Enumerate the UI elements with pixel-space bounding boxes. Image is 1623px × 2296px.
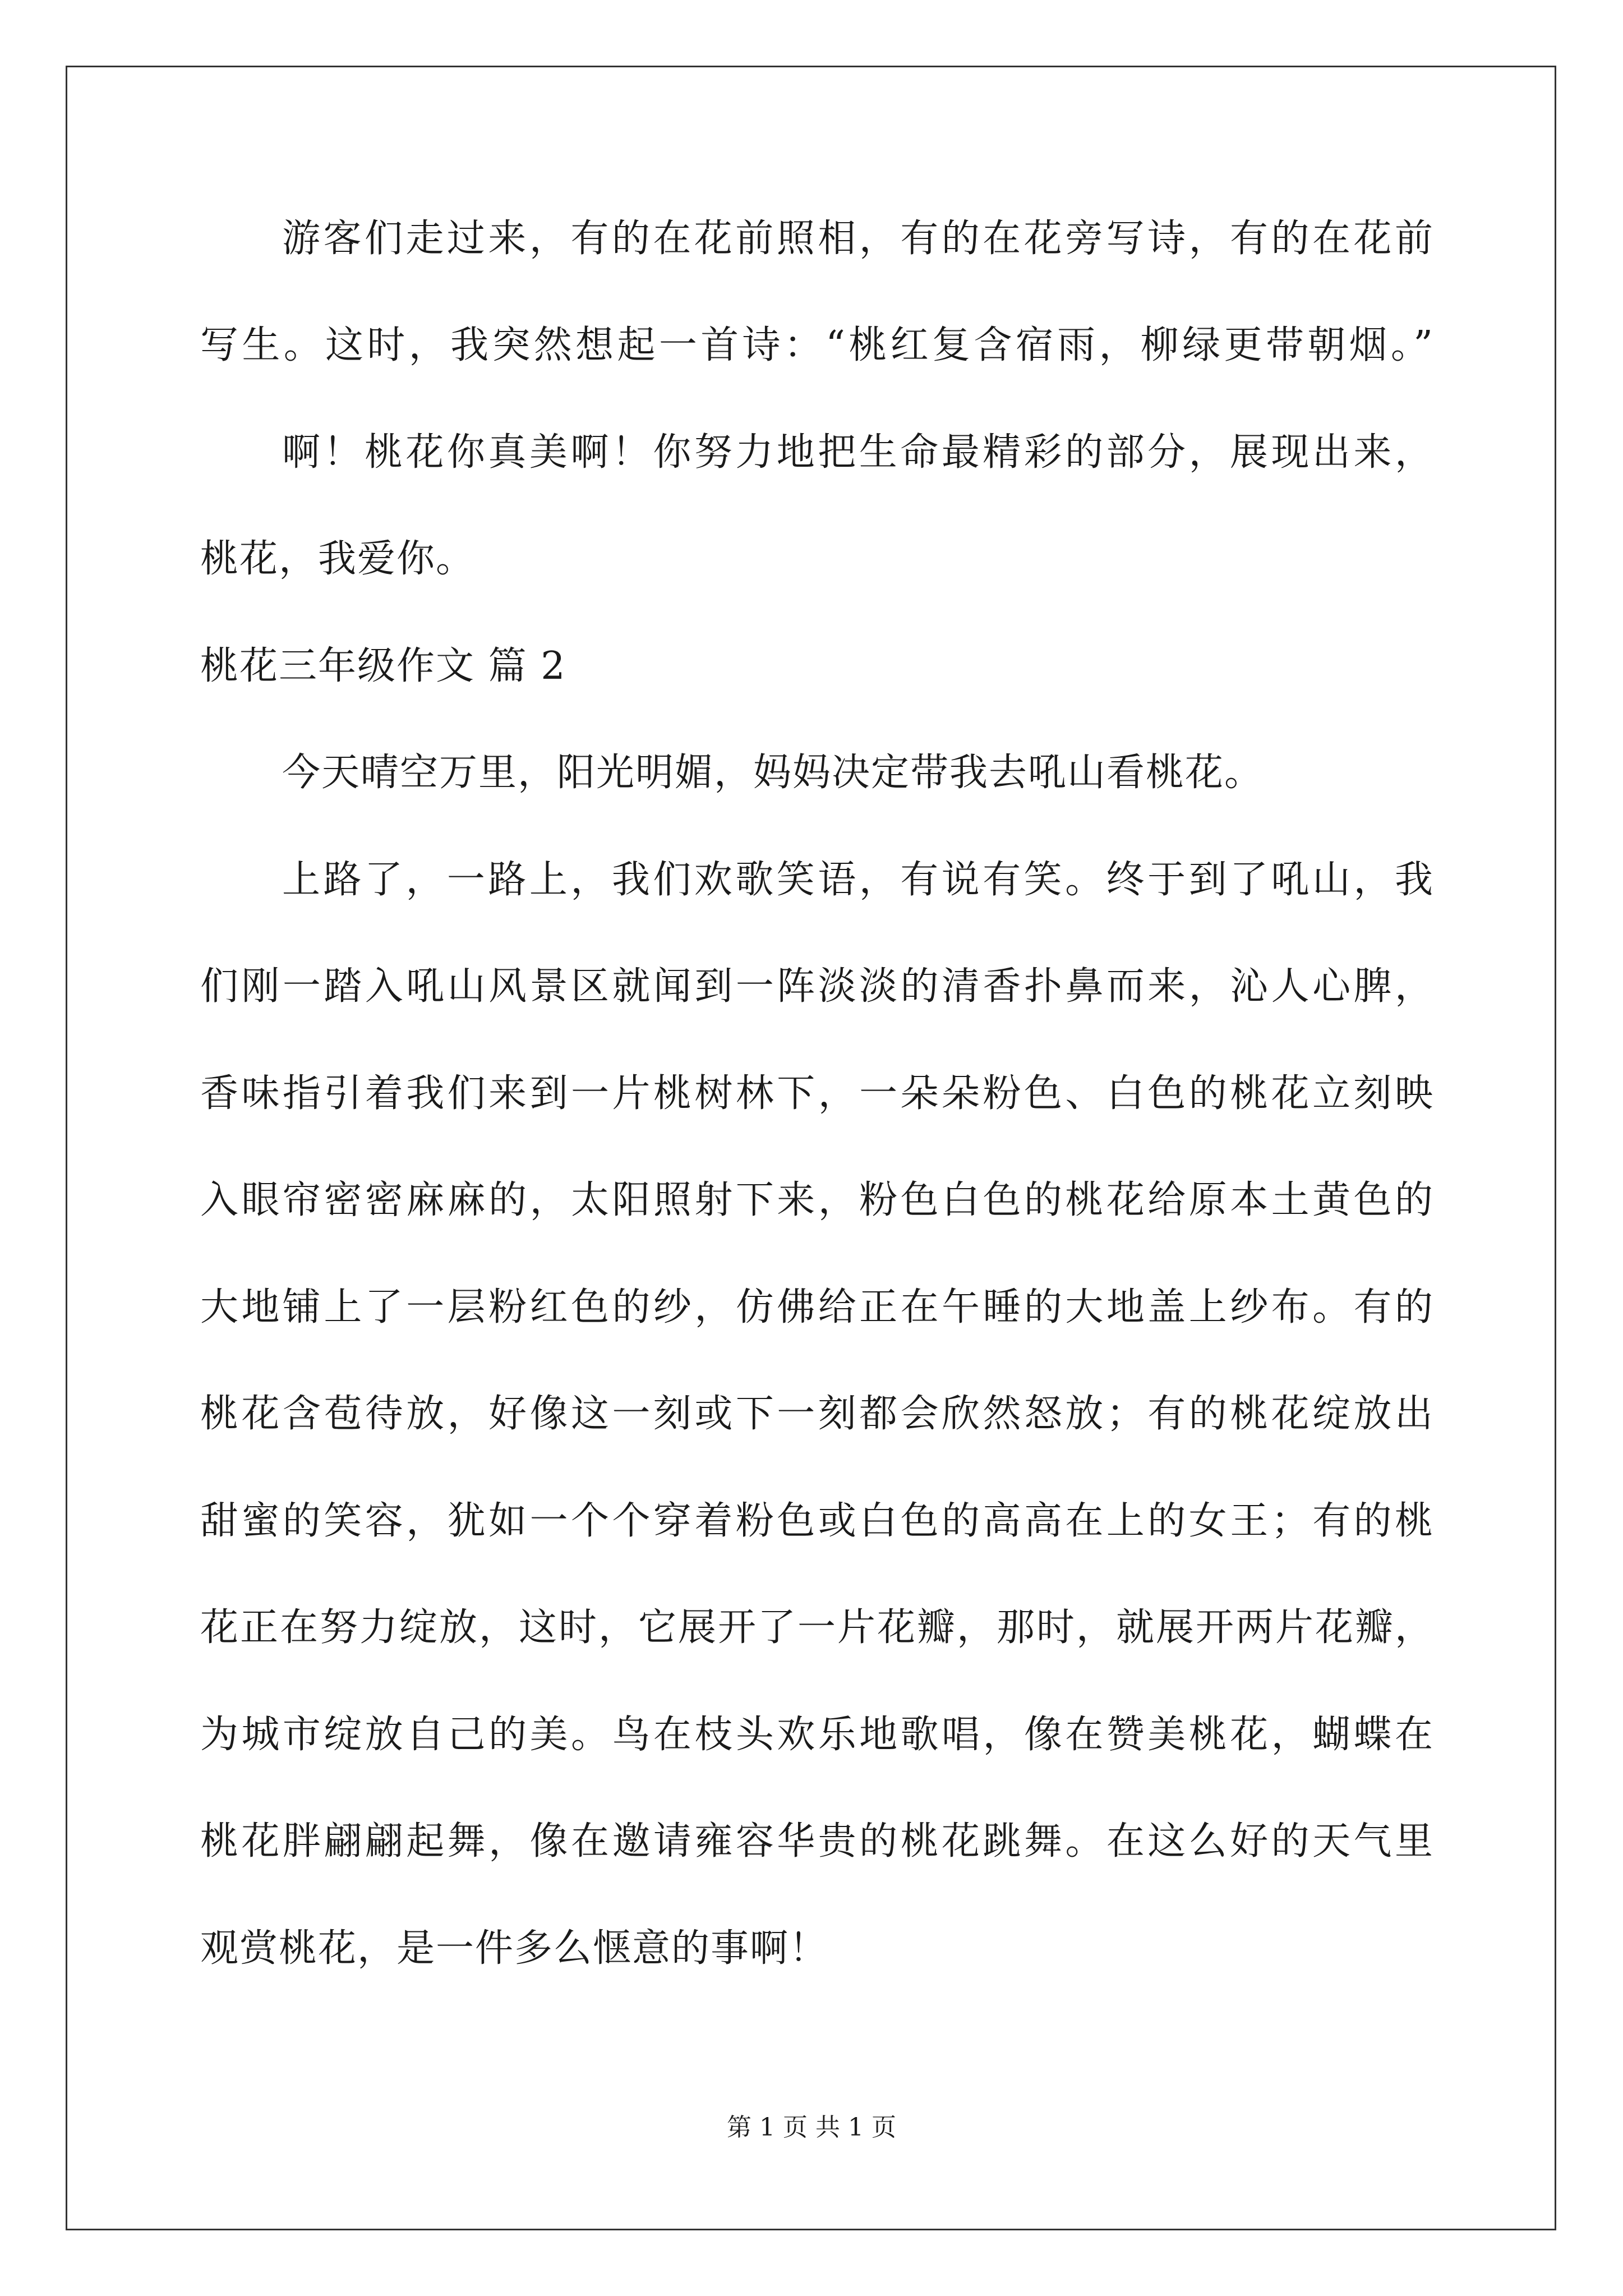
page-footer: 第 1 页 共 1 页	[727, 2113, 896, 2142]
paragraph-line: 花正在努力绽放，这时，它展开了一片花瓣，那时，就展开两片花瓣，	[200, 1605, 1434, 1650]
paragraph-line: 桃花胖翩翩起舞，像在邀请雍容华贵的桃花跳舞。在这么好的天气里	[200, 1819, 1434, 1864]
paragraph-line: 啊！桃花你真美啊！你努力地把生命最精彩的部分，展现出来，	[282, 430, 1434, 475]
paragraph-line: 甜蜜的笑容，犹如一个个穿着粉色或白色的高高在上的女王；有的桃	[200, 1499, 1434, 1543]
paragraph-line: 今天晴空万里，阳光明媚，妈妈决定带我去吼山看桃花。	[282, 751, 1264, 795]
paragraph-line: 桃花含苞待放，好像这一刻或下一刻都会欣然怒放；有的桃花绽放出	[200, 1392, 1434, 1436]
paragraph-line: 香味指引着我们来到一片桃树林下，一朵朵粉色、白色的桃花立刻映	[200, 1071, 1434, 1116]
page-border	[66, 66, 1556, 2230]
paragraph-line: 观赏桃花，是一件多么惬意的事啊！	[200, 1926, 829, 1971]
paragraph-line: 桃花，我爱你。	[200, 537, 476, 581]
section-heading: 桃花三年级作文 篇 2	[200, 644, 566, 688]
paragraph-line: 游客们走过来，有的在花前照相，有的在花旁写诗，有的在花前	[282, 217, 1434, 261]
paragraph-line: 大地铺上了一层粉红色的纱，仿佛给正在午睡的大地盖上纱布。有的	[200, 1285, 1434, 1329]
paragraph-line: 为城市绽放自己的美。鸟在枝头欢乐地歌唱，像在赞美桃花，蝴蝶在	[200, 1713, 1434, 1757]
paragraph-line: 们刚一踏入吼山风景区就闻到一阵淡淡的清香扑鼻而来，沁人心脾，	[200, 964, 1434, 1009]
paragraph-line: 入眼帘密密麻麻的，太阳照射下来，粉色白色的桃花给原本土黄色的	[200, 1178, 1434, 1222]
paragraph-line: 写生。这时，我突然想起一首诗：“桃红复含宿雨，柳绿更带朝烟。”	[200, 323, 1434, 367]
paragraph-line: 上路了，一路上，我们欢歌笑语，有说有笑。终于到了吼山，我	[282, 858, 1434, 902]
